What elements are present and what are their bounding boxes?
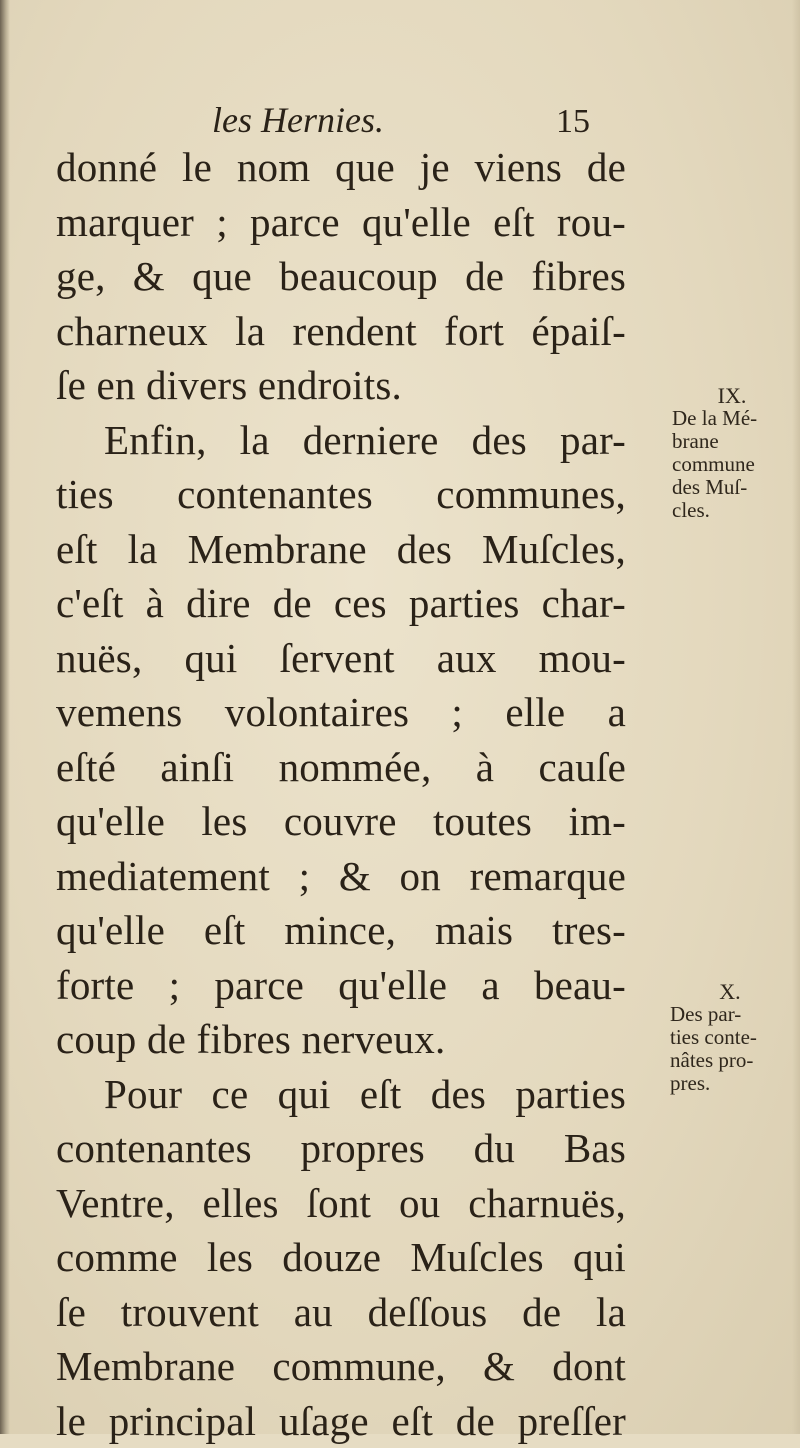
- text-line: le principal uſage eſt de preſſer: [56, 1394, 626, 1448]
- margin-note-line: brane: [672, 430, 792, 453]
- text-line: mediatement ; & on remarque: [56, 849, 626, 904]
- text-line: eſt la Membrane des Muſcles,: [56, 522, 626, 577]
- text-line: Membrane commune, & dont: [56, 1339, 626, 1394]
- text-line: ge, & que beaucoup de fibres: [56, 249, 626, 304]
- margin-note-line: De la Mé-: [672, 407, 792, 430]
- margin-note-line: Des par-: [670, 1003, 790, 1026]
- text-line: coup de fibres nerveux.: [56, 1012, 626, 1067]
- text-line: comme les douze Muſcles qui: [56, 1230, 626, 1285]
- text-line: vemens volontaires ; elle a: [56, 685, 626, 740]
- margin-note-line: ties conte-: [670, 1026, 790, 1049]
- margin-note-line: cles.: [672, 499, 792, 522]
- margin-note-line: des Muſ-: [672, 476, 792, 499]
- text-line: ſe trouvent au deſſous de la: [56, 1285, 626, 1340]
- page-edge: [792, 0, 800, 1434]
- text-line: ties contenantes communes,: [56, 467, 626, 522]
- page-gutter-shadow: [0, 0, 10, 1434]
- text-line: c'eſt à dire de ces parties char-: [56, 576, 626, 631]
- text-line: ſe en divers endroits.: [56, 358, 626, 413]
- margin-note-number: X.: [670, 980, 790, 1003]
- text-line: charneux la rendent fort épaiſ-: [56, 304, 626, 359]
- margin-note-x: [670, 980, 790, 1095]
- margin-note-line: nâtes pro-: [670, 1049, 790, 1072]
- text-line: nuës, qui ſervent aux mou-: [56, 631, 626, 686]
- margin-note-line: commune: [672, 453, 792, 476]
- text-line: Pour ce qui eſt des parties: [56, 1067, 626, 1122]
- text-line: forte ; parce qu'elle a beau-: [56, 958, 626, 1013]
- text-line: Ventre, elles ſont ou charnuës,: [56, 1176, 626, 1231]
- margin-note-line: pres.: [670, 1072, 790, 1095]
- text-line: contenantes propres du Bas: [56, 1121, 626, 1176]
- margin-note-ix: [672, 384, 792, 522]
- page-number: 15: [556, 100, 590, 144]
- text-line: qu'elle eſt mince, mais tres-: [56, 903, 626, 958]
- text-line: marquer ; parce qu'elle eſt rou-: [56, 195, 626, 250]
- text-line: eſté ainſi nommée, à cauſe: [56, 740, 626, 795]
- text-line: qu'elle les couvre toutes im-: [56, 794, 626, 849]
- text-line: donné le nom que je viens de: [56, 140, 626, 195]
- main-text: [56, 140, 626, 1448]
- text-line: Enfin, la derniere des par-: [56, 413, 626, 468]
- running-head: les Hernies.: [212, 98, 384, 142]
- margin-note-number: IX.: [672, 384, 792, 407]
